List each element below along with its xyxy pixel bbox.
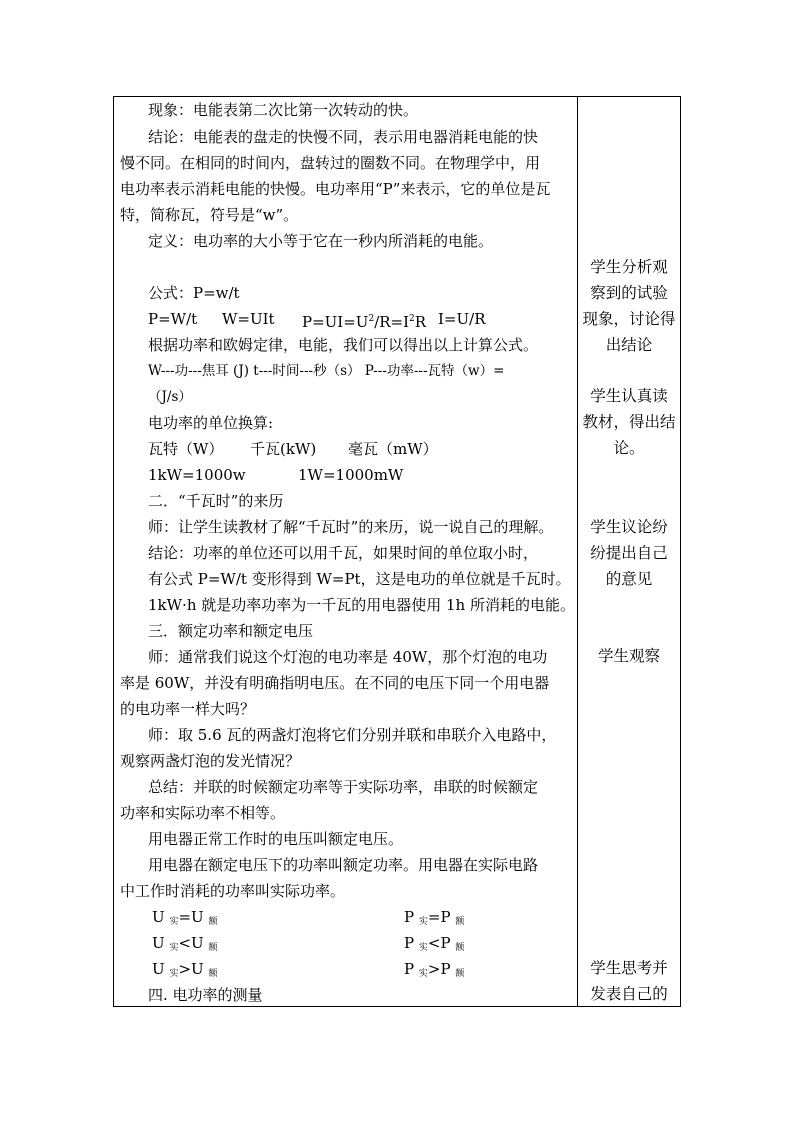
voltage-relation-eq bbox=[152, 907, 217, 932]
text-line: （J/s） bbox=[148, 389, 192, 405]
section-heading: 二．“千瓦时”的来历 bbox=[148, 492, 284, 510]
unit-kilowatt: 千瓦(kW) bbox=[250, 440, 317, 458]
symbol: U bbox=[191, 908, 204, 926]
note-line: 出结论 bbox=[605, 336, 653, 354]
text-line: 率是 60W，并没有明确指明电压。在不同的电压下同一个用电器 bbox=[120, 674, 550, 692]
text-line: 师：通常我们说这个灯泡的电功率是 40W，那个灯泡的电功 bbox=[148, 648, 548, 666]
student-note-5 bbox=[580, 955, 678, 1007]
text-line: 总结：并联的时候额定功率等于实际功率，串联的时候额定 bbox=[148, 778, 539, 796]
formula-p-ui bbox=[302, 309, 426, 332]
text-line: 电功率表示消耗电能的快慢。电功率用“P”来表示，它的单位是瓦 bbox=[120, 180, 551, 198]
voltage-relation-lt bbox=[152, 933, 217, 958]
text-line: 结论：功率的单位还可以用千瓦，如果时间的单位取小时， bbox=[148, 544, 539, 562]
text-line: 的电功率一样大吗？ bbox=[120, 700, 256, 718]
section-heading: 三．额定功率和额定电压 bbox=[148, 622, 314, 640]
symbol: P bbox=[404, 908, 415, 926]
text-line: 用电器在额定电压下的功率叫额定功率。用电器在实际电路 bbox=[148, 856, 539, 874]
operator: > bbox=[178, 960, 192, 978]
exponent: 2 bbox=[368, 314, 375, 324]
symbol: P bbox=[440, 934, 451, 952]
text-line: 根据功率和欧姆定律，电能，我们可以得出以上计算公式。 bbox=[148, 336, 539, 354]
operator: > bbox=[427, 960, 441, 978]
note-line: 现象，讨论得 bbox=[582, 310, 676, 328]
subscript: 额 bbox=[455, 969, 465, 979]
unit-milliwatt: 毫瓦（mW） bbox=[348, 440, 438, 458]
symbol: P bbox=[404, 960, 415, 978]
text-line: 电功率的单位换算: bbox=[148, 414, 274, 432]
operator: < bbox=[178, 934, 192, 952]
symbol: U bbox=[152, 960, 165, 978]
text-line: 观察两盏灯泡的发光情况？ bbox=[120, 752, 301, 770]
formula-part: /R=I bbox=[374, 313, 410, 331]
student-note-3 bbox=[580, 514, 678, 592]
note-line: 的意见 bbox=[605, 570, 653, 588]
note-line: 学生观察 bbox=[597, 647, 660, 665]
subscript: 额 bbox=[208, 943, 218, 953]
text-line: 现象：电能表第二次比第一次转动的快。 bbox=[148, 101, 419, 119]
text-line: 中工作时消耗的功率叫实际功率。 bbox=[120, 882, 346, 900]
note-line: 学生分析观 bbox=[590, 258, 668, 276]
operator: = bbox=[178, 908, 192, 926]
symbol: P bbox=[440, 960, 451, 978]
text-line: 有公式 P=W/t 变形得到 W=Pt，这是电功的单位就是千瓦时。 bbox=[148, 570, 571, 588]
text-line: 师：取 5.6 瓦的两盏灯泡将它们分别并联和串联介入电路中， bbox=[148, 726, 557, 744]
power-relation-gt bbox=[404, 959, 464, 984]
note-line: 发表自己的 bbox=[590, 985, 668, 1003]
symbol: U bbox=[152, 934, 165, 952]
subscript: 额 bbox=[455, 917, 465, 927]
subscript: 实 bbox=[169, 943, 179, 953]
operator: < bbox=[427, 934, 441, 952]
student-note-4 bbox=[580, 643, 678, 669]
student-note-2 bbox=[580, 383, 678, 461]
subscript: 额 bbox=[208, 969, 218, 979]
note-line: 学生思考并 bbox=[590, 959, 668, 977]
subscript: 实 bbox=[418, 969, 428, 979]
subscript: 额 bbox=[208, 917, 218, 927]
text-line: 用电器正常工作时的电压叫额定电压。 bbox=[148, 830, 404, 848]
symbol: P bbox=[440, 908, 451, 926]
formula-part: R bbox=[414, 313, 427, 331]
note-line: 学生议论纷 bbox=[590, 518, 668, 536]
text-line: 师：让学生读教材了解“千瓦时”的来历，说一说自己的理解。 bbox=[148, 518, 554, 536]
formula-w-uit: W=UIt bbox=[222, 310, 275, 328]
subscript: 实 bbox=[418, 943, 428, 953]
subscript: 额 bbox=[455, 943, 465, 953]
conversion-mw: 1W=1000mW bbox=[298, 466, 404, 484]
note-line: 论。 bbox=[613, 439, 645, 457]
text-line: 特，简称瓦，符号是“w”。 bbox=[120, 206, 299, 224]
voltage-relation-gt bbox=[152, 959, 217, 984]
column-divider bbox=[577, 96, 578, 1007]
power-relation-lt bbox=[404, 933, 464, 958]
symbol: U bbox=[152, 908, 165, 926]
symbol: U bbox=[191, 934, 204, 952]
exponent: 2 bbox=[409, 314, 415, 324]
formula-p-wt: P=W/t bbox=[148, 310, 198, 328]
text-line: 结论：电能表的盘走的快慢不同，表示用电器消耗电能的快 bbox=[148, 128, 539, 146]
text-line: 定义：电功率的大小等于它在一秒内所消耗的电能。 bbox=[148, 232, 494, 250]
note-line: 教材，得出结 bbox=[582, 413, 676, 431]
text-line: 1kW·h 就是功率功率为一千瓦的用电器使用 1h 所消耗的电能。 bbox=[148, 596, 575, 614]
text-line: 功率和实际功率不相等。 bbox=[120, 804, 286, 822]
note-line: 学生认真读 bbox=[590, 387, 668, 405]
power-relation-eq bbox=[404, 907, 464, 932]
note-line: 察到的试验 bbox=[590, 284, 668, 302]
text-line: 慢不同。在相同的时间内，盘转过的圈数不同。在物理学中，用 bbox=[120, 154, 541, 172]
symbol: P bbox=[404, 934, 415, 952]
formula-part: P=UI=U bbox=[302, 313, 369, 331]
subscript: 实 bbox=[169, 917, 179, 927]
section-heading: 四. 电功率的测量 bbox=[148, 986, 263, 1004]
text-line: W---功---焦耳 (J) t---时间---秒（s） P---功率---瓦特（w）= bbox=[148, 363, 505, 379]
subscript: 实 bbox=[418, 917, 428, 927]
operator: = bbox=[427, 908, 441, 926]
symbol: U bbox=[191, 960, 204, 978]
student-note-1 bbox=[580, 254, 678, 358]
formula-i-ur: I=U/R bbox=[438, 310, 486, 328]
note-line: 纷提出自己 bbox=[590, 544, 668, 562]
text-line: 公式：P=w/t bbox=[148, 284, 240, 302]
subscript: 实 bbox=[169, 969, 179, 979]
conversion-kw: 1kW=1000w bbox=[148, 466, 246, 484]
unit-watt: 瓦特（W） bbox=[148, 440, 224, 458]
